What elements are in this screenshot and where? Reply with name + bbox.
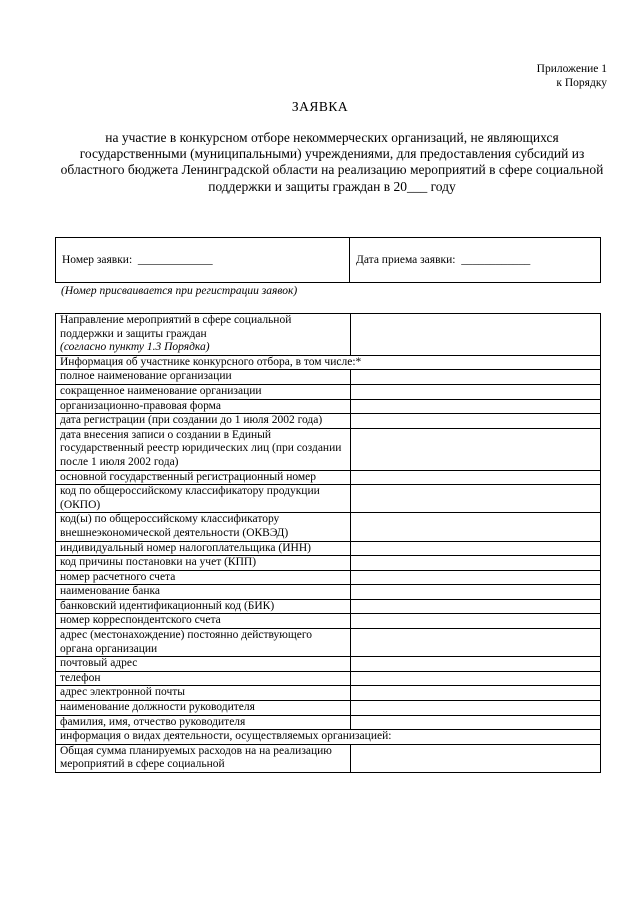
application-number-field[interactable]: _____________ [137,254,213,266]
row-value[interactable] [351,541,601,556]
row-value[interactable] [351,513,601,541]
table-row [56,614,601,629]
row-value[interactable] [351,671,601,686]
row-value[interactable] [351,384,601,399]
table-row [56,414,601,429]
application-date-field[interactable]: ____________ [461,254,531,266]
registration-note: (Номер присваивается при регистрации заявок) [61,285,298,297]
total-expenses-value[interactable] [351,744,601,772]
row-value[interactable] [351,570,601,585]
direction-label [56,314,351,356]
row-label: почтовый адрес [56,657,351,672]
appendix-line-2: к Порядку [556,77,607,89]
table-row [56,657,601,672]
table-row [56,470,601,485]
row-value[interactable] [351,556,601,571]
row-label: наименование банка [56,585,351,600]
row-label: номер корреспондентского счета [56,614,351,629]
row-value[interactable] [351,614,601,629]
application-number-cell [56,238,350,282]
row-value[interactable] [351,701,601,716]
document-subtitle: на участие в конкурсном отборе некоммерческих организаций, не являющихся государственными (муниципальными) учреждениями, для предоставления субсидий из областного бюджета Ленинградской области на реализацию мероприятий в сфере социальной поддержки и защиты граждан в 20___ году [60,130,604,194]
row-label: основной государственный регистрационный номер [56,470,351,485]
row-label: дата регистрации (при создании до 1 июля 2002 года) [56,414,351,429]
table-row [56,570,601,585]
row-label: банковский идентификационный код (БИК) [56,599,351,614]
info-header-row [56,355,601,370]
row-label: телефон [56,671,351,686]
table-row [56,399,601,414]
row-value[interactable] [351,629,601,657]
application-date-cell [350,238,600,282]
row-label: код причины постановки на учет (КПП) [56,556,351,571]
table-row [56,513,601,541]
row-value[interactable] [351,399,601,414]
total-expenses-row [56,744,601,772]
row-label: наименование должности руководителя [56,701,351,716]
document-title: ЗАЯВКА [291,99,349,114]
direction-ref: (согласно пункту 1.3 Порядка) [60,341,210,354]
row-value[interactable] [351,428,601,470]
row-label: полное наименование организации [56,370,351,385]
appendix-line-1: Приложение 1 [536,63,607,75]
row-value[interactable] [351,715,601,730]
table-row [56,671,601,686]
activity-header: информация о видах деятельности, осуществляемых организацией: [56,730,601,745]
table-row [56,715,601,730]
activity-header-row [56,730,601,745]
table-row [56,428,601,470]
row-value[interactable] [351,599,601,614]
table-row [56,585,601,600]
row-value[interactable] [351,585,601,600]
table-row [56,686,601,701]
table-row [56,701,601,716]
direction-text: Направление мероприятий в сфере социальной поддержки и защиты граждан [60,314,292,340]
direction-value[interactable] [351,314,601,356]
row-label: индивидуальный номер налогоплательщика (ИНН) [56,541,351,556]
row-label: адрес (местонахождение) постоянно действующего органа организации [56,629,351,657]
row-label: дата внесения записи о создании в Единый государственный реестр юридических лиц (при создании после 1 июля 2002 года) [56,428,351,470]
table-row [56,629,601,657]
row-label: номер расчетного счета [56,570,351,585]
direction-row [56,314,601,356]
row-value[interactable] [351,470,601,485]
table-row [56,370,601,385]
application-date-label: Дата приема заявки: [356,254,456,266]
row-value[interactable] [351,414,601,429]
info-header: Информация об участнике конкурсного отбора, в том числе:* [56,355,601,370]
row-value[interactable] [351,686,601,701]
row-label: фамилия, имя, отчество руководителя [56,715,351,730]
row-value[interactable] [351,370,601,385]
row-label: код(ы) по общероссийскому классификатору внешнеэкономической деятельности (ОКВЭД) [56,513,351,541]
row-label: организационно-правовая форма [56,399,351,414]
table-row [56,556,601,571]
table-row [56,599,601,614]
row-label: сокращенное наименование организации [56,384,351,399]
row-label: адрес электронной почты [56,686,351,701]
row-value[interactable] [351,485,601,513]
total-expenses-label: Общая сумма планируемых расходов на на реализацию мероприятий в сфере социальной [56,744,351,772]
participant-info-table [55,313,601,773]
row-label: код по общероссийскому классификатору продукции (ОКПО) [56,485,351,513]
table-row [56,541,601,556]
application-header-box [55,237,601,283]
row-value[interactable] [351,657,601,672]
application-number-label: Номер заявки: [62,254,133,266]
table-row [56,485,601,513]
appendix-reference [537,62,607,90]
table-row [56,384,601,399]
